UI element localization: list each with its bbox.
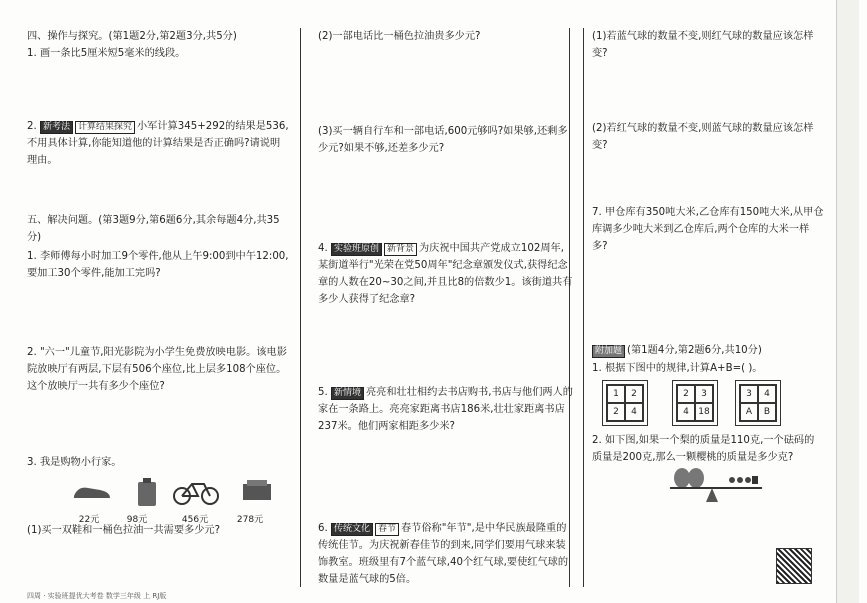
question-5-1: 1. 李师傅每小时加工9个零件,他从上午9:00到中午12:00,要加工30个零件,能加工完吗? xyxy=(27,251,289,279)
question-5-5-text: 亮亮和壮壮相约去书店购书,书店与他们两人的家在一条路上。亮亮家距离书店186米,壮壮家距离书店237米。他们两家相距多少米? xyxy=(318,387,573,432)
shopping-items xyxy=(27,478,277,525)
oil-can-icon xyxy=(122,478,172,512)
column-divider xyxy=(300,28,301,587)
pattern-box-2 xyxy=(672,380,718,426)
question-6-1: (1)若蓝气球的数量不变,则红气球的数量应该怎样变? xyxy=(592,31,814,59)
question-5-4-text: 为庆祝中国共产党成立102周年,某街道举行"光荣在党50周年"纪念章颁发仪式,获得纪念章的人数在20~30之间,并且比8的倍数少1。该街道共有多少人获得了纪念章? xyxy=(318,243,573,305)
tag-bonus: 附加题 xyxy=(592,345,625,358)
phone-icon xyxy=(232,478,282,508)
question-5-3-1: (1)买一双鞋和一桶色拉油一共需要多少元? xyxy=(27,525,221,536)
tag-new-method: 新考法 xyxy=(40,121,73,134)
footer-text: 四周 · 实验班提优大考卷 数学三年级 上 RJ版 xyxy=(27,592,167,600)
price-shoe: 22元 xyxy=(78,515,100,525)
qr-code-icon xyxy=(776,548,812,584)
balance-scale-icon xyxy=(662,466,772,510)
column-2 xyxy=(318,22,573,585)
grid-cell: 4 xyxy=(758,385,776,403)
question-4-2: 2. 新考法 计算结果探究 小军计算345+292的结果是536,不用具体计算,你能知道他的计算结果是否正确吗?请说明理由。 xyxy=(27,121,289,166)
grid-cell: 1 xyxy=(607,385,625,403)
grid-cell: 4 xyxy=(625,403,643,421)
column-divider xyxy=(583,28,584,587)
question-4-1: 1. 画一条比5厘米短5毫米的线段。 xyxy=(27,48,186,59)
grid-cell: 2 xyxy=(677,385,695,403)
price-oil: 98元 xyxy=(126,515,148,525)
question-5-4: 4. 实验班原创 新背景 为庆祝中国共产党成立102周年,某街道举行"光荣在党50周年"纪念章颁发仪式,获得纪念章的人数在20~30之间,并且比8的倍数少1。该街道共有多少人获得了纪念章? xyxy=(318,243,573,305)
question-5-6: 6. 传统文化 春节 春节俗称"年节",是中华民族最隆重的传统佳节。为庆祝新春佳节的到来,同学们要用气球来装饰教室。班级里有7个蓝气球,40个红气球,要使红气球的数量是蓝气球的5倍。 xyxy=(318,523,569,585)
section-4-title: 四、操作与探究。(第1题2分,第2题3分,共5分) xyxy=(27,31,237,42)
question-5-3-2: (2)一部电话比一桶色拉油贵多少元? xyxy=(318,31,481,42)
bicycle-icon xyxy=(172,478,222,510)
bonus-title xyxy=(592,342,824,359)
tag-spring: 春节 xyxy=(375,523,399,536)
tag-original: 实验班原创 xyxy=(331,243,382,256)
bonus-1: 1. 根据下图中的规律,计算A+B=( )。 xyxy=(592,363,763,374)
price-phone: 278元 xyxy=(236,515,264,525)
question-5-6-text: 春节俗称"年节",是中华民族最隆重的传统佳节。为庆祝新春佳节的到来,同学们要用气球来装饰教室。班级里有7个蓝气球,40个红气球,要使红气球的数量是蓝气球的5倍。 xyxy=(318,523,569,585)
grid-cell: B xyxy=(758,403,776,421)
question-4-2-text: 小军计算345+292的结果是536,不用具体计算,你能知道他的计算结果是否正确吗?请说明理由。 xyxy=(27,121,289,166)
grid-cell: 2 xyxy=(607,403,625,421)
question-5-3: 3. 我是购物小行家。 xyxy=(27,457,122,468)
question-5-5: 5. 新情境 亮亮和壮壮相约去书店购书,书店与他们两人的家在一条路上。亮亮家距离书店186米,壮壮家距离书店237米。他们两家相距多少米? xyxy=(318,387,573,432)
price-bicycle: 456元 xyxy=(181,515,209,525)
tag-new-background: 新背景 xyxy=(384,243,417,256)
tag-culture: 传统文化 xyxy=(331,523,373,536)
grid-cell: 18 xyxy=(695,403,713,421)
question-5-3-3: (3)买一辆自行车和一部电话,600元够吗?如果够,还剩多少元?如果不够,还差多少元? xyxy=(318,126,568,154)
shoe-icon xyxy=(67,478,117,506)
grid-cell: 3 xyxy=(740,385,758,403)
section-5-title: 五、解决问题。(第3题9分,第6题6分,其余每题4分,共35分) xyxy=(27,215,280,243)
grid-cell: 4 xyxy=(677,403,695,421)
pattern-box-3 xyxy=(735,380,781,426)
bonus-points: (第1题4分,第2题6分,共10分) xyxy=(627,345,762,356)
grid-cell: A xyxy=(740,403,758,421)
bonus-2: 2. 如下图,如果一个梨的质量是110克,一个砝码的质量是200克,那么一颗樱桃的质量是多少克? xyxy=(592,435,815,463)
question-6-2: (2)若红气球的数量不变,则蓝气球的数量应该怎样变? xyxy=(592,123,814,151)
pattern-box-1 xyxy=(602,380,648,426)
tag-new-context: 新情境 xyxy=(331,387,364,400)
tag-calc: 计算结果探究 xyxy=(75,121,135,134)
question-7: 7. 甲仓库有350吨大米,乙仓库有150吨大米,从甲仓库调多少吨大米到乙仓库后,两个仓库的大米一样多? xyxy=(592,207,824,252)
grid-cell: 2 xyxy=(625,385,643,403)
question-5-2: 2. "六一"儿童节,阳光影院为小学生免费放映电影。该电影院放映厅有两层,下层有506个座位,比上层多108个座位。这个放映厅一共有多少个座位? xyxy=(27,347,287,392)
page-edge-strip xyxy=(836,0,859,603)
grid-cell: 3 xyxy=(695,385,713,403)
